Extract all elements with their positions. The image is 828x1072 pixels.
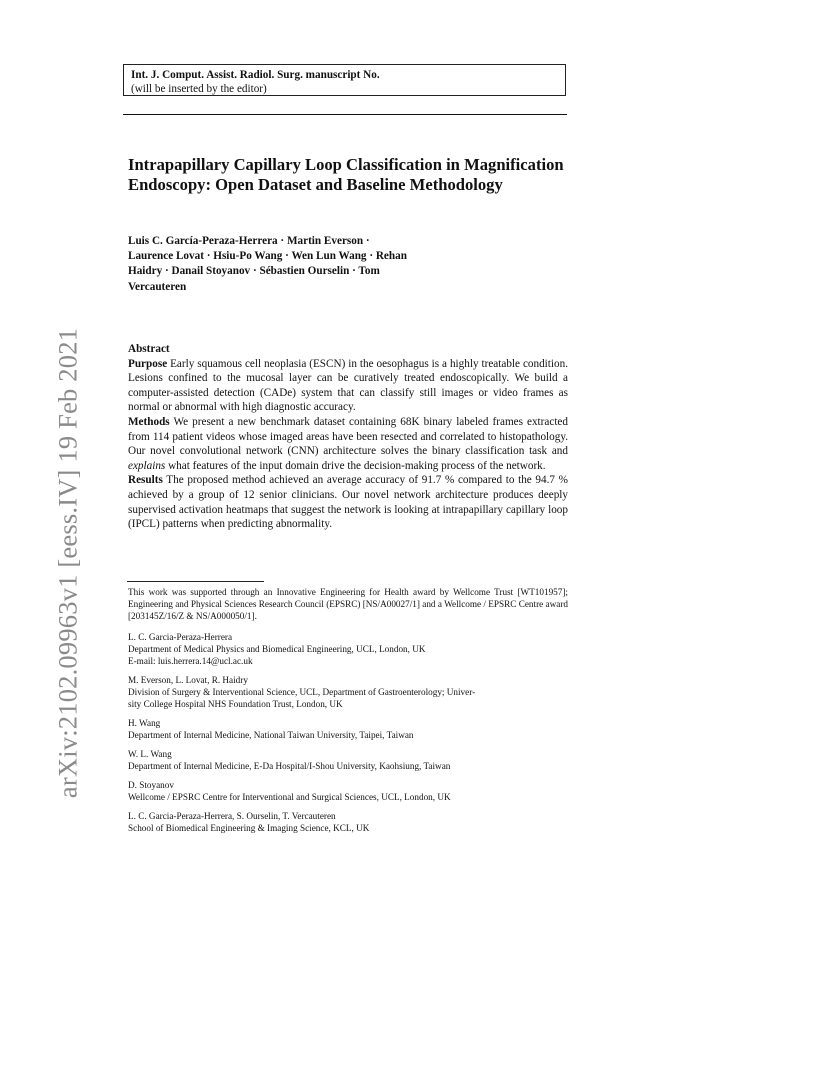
- arxiv-identifier: arXiv:2102.09963v1 [eess.IV] 19 Feb 2021: [52, 327, 83, 799]
- abstract-heading: Abstract: [128, 343, 170, 355]
- header-rule: [123, 114, 567, 115]
- affiliation-block: [128, 674, 573, 710]
- purpose-label: Purpose: [128, 357, 168, 370]
- funding-footnote: This work was supported through an Innovative Engineering for Health award by Wellcome Trust [WT101957]; Engineering and Physical Sciences Research Council (EPSRC) [NS/A00027/1] and a Wellcome / EPSRC Centre award [203145Z/16/Z & NS/A000050/1].: [128, 587, 568, 621]
- affiliation-line: W. L. Wang: [128, 749, 172, 759]
- affiliation-line: School of Biomedical Engineering & Imaging Science, KCL, UK: [128, 823, 370, 833]
- affiliations: [128, 631, 573, 841]
- abstract-methods: [128, 415, 568, 473]
- abstract: [128, 342, 568, 532]
- footnote-rule: [127, 581, 264, 582]
- author-list: Luis C. García-Peraza-Herrera · Martin Everson · Laurence Lovat · Hsiu-Po Wang · Wen Lun Wang · Rehan Haidry · Danail Stoyanov · Sébastien Ourselin · Tom Vercauteren: [128, 235, 407, 293]
- affiliation-line: Department of Internal Medicine, E-Da Hospital/I-Shou University, Kaohsiung, Taiwan: [128, 761, 451, 771]
- paper-title: Intrapapillary Capillary Loop Classification in Magnification Endoscopy: Open Dataset and Baseline Methodology: [128, 155, 564, 194]
- methods-label: Methods: [128, 415, 170, 428]
- journal-header-box: [123, 64, 566, 96]
- affiliation-line: D. Stoyanov: [128, 780, 174, 790]
- results-text: The proposed method achieved an average accuracy of 91.7 % compared to the 94.7 % achieved by a group of 12 senior clinicians. Our novel network architecture produces deeply supervised activation heatmaps that suggest the network is looking at intrapapillary capillary loop (IPCL) patterns when predicting abnormality.: [128, 474, 568, 531]
- affiliation-block: [128, 779, 573, 803]
- results-label: Results: [128, 474, 163, 487]
- journal-editor-note: (will be inserted by the editor): [131, 83, 267, 95]
- affiliation-line: H. Wang: [128, 718, 161, 728]
- affiliation-block: [128, 748, 573, 772]
- affiliation-block: [128, 717, 573, 741]
- affiliation-block: [128, 631, 573, 667]
- journal-name: Int. J. Comput. Assist. Radiol. Surg. manuscript No.: [131, 69, 380, 81]
- affiliation-line: Division of Surgery & Interventional Science, UCL, Department of Gastroenterology; Univer-: [128, 687, 476, 697]
- abstract-purpose: [128, 357, 568, 415]
- methods-text-2: what features of the input domain drive the decision-making process of the network.: [165, 459, 546, 472]
- affiliation-block: [128, 810, 573, 834]
- affiliation-line: M. Everson, L. Lovat, R. Haidry: [128, 675, 248, 685]
- affiliation-line: L. C. Garcia-Peraza-Herrera, S. Ourselin, T. Vercauteren: [128, 811, 336, 821]
- purpose-text: Early squamous cell neoplasia (ESCN) in the oesophagus is a highly treatable condition. Lesions confined to the mucosal layer can be curatively treated endoscopically. We build a computer-assisted detection (CADe) system that can classify still images or video frames as normal or abnormal with high diagnostic accuracy.: [128, 357, 568, 414]
- affiliation-line: sity College Hospital NHS Foundation Trust, London, UK: [128, 699, 343, 709]
- affiliation-line: L. C. Garcia-Peraza-Herrera: [128, 632, 233, 642]
- methods-text-1: We present a new benchmark dataset containing 68K binary labeled frames extracted from 114 patient videos whose imaged areas have been resected and correlated to histopathology. Our novel convolutional network (CNN) architecture solves the binary classification task and: [128, 415, 568, 458]
- affiliation-line: Department of Medical Physics and Biomedical Engineering, UCL, London, UK: [128, 644, 426, 654]
- abstract-results: [128, 473, 568, 531]
- affiliation-line: Department of Internal Medicine, National Taiwan University, Taipei, Taiwan: [128, 730, 414, 740]
- affiliation-line: E-mail: luis.herrera.14@ucl.ac.uk: [128, 656, 253, 666]
- affiliation-line: Wellcome / EPSRC Centre for Interventional and Surgical Sciences, UCL, London, UK: [128, 792, 451, 802]
- methods-emphasis: explains: [128, 459, 166, 472]
